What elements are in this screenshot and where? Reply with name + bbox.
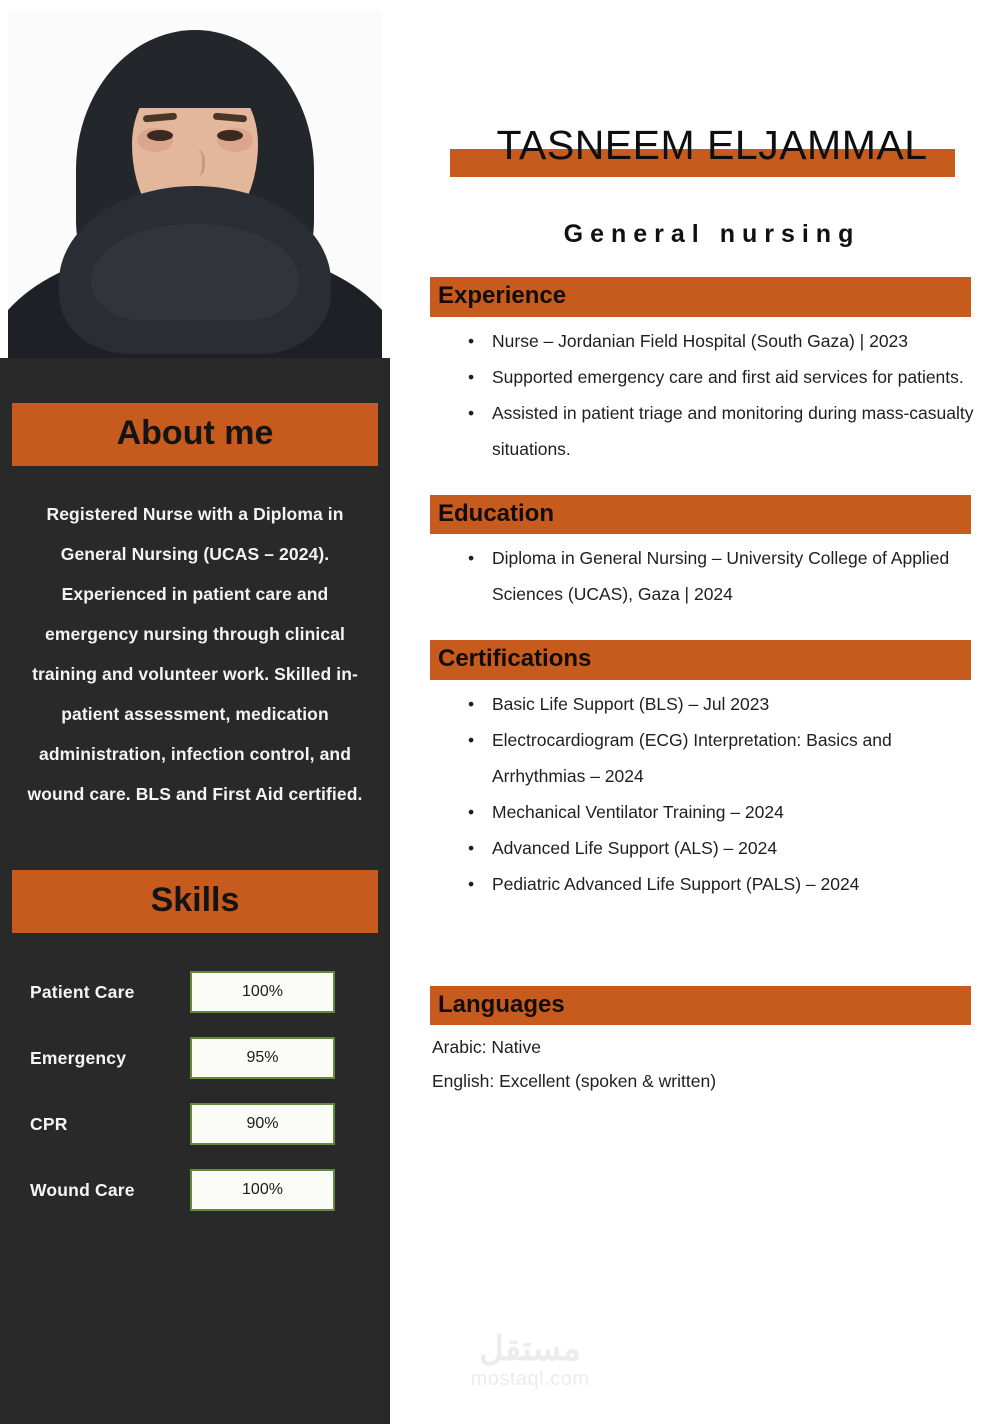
list-item	[468, 540, 994, 612]
list-item: Arabic: Native	[432, 1037, 541, 1058]
bullet-icon: •	[468, 548, 475, 569]
languages-heading-band	[430, 986, 971, 1026]
about-me-heading: About me	[116, 414, 274, 452]
list-item-text: Pediatric Advanced Life Support (PALS) – 2024	[492, 873, 860, 894]
bullet-icon: •	[468, 366, 475, 387]
list-item-text: Advanced Life Support (ALS) – 2024	[492, 837, 778, 858]
main-content	[430, 0, 994, 1424]
profile-photo-image	[8, 10, 382, 358]
certifications-list	[430, 686, 994, 902]
sidebar	[0, 358, 390, 1424]
skill-value: 95%	[246, 1049, 279, 1066]
portrait-eye-left	[147, 130, 173, 141]
bullet-icon: •	[468, 837, 475, 858]
skill-label: Wound Care	[30, 1179, 135, 1200]
experience-list	[430, 323, 994, 467]
skill-label: Emergency	[30, 1047, 127, 1068]
list-item	[468, 722, 994, 794]
languages-list	[430, 1030, 994, 1098]
bullet-icon: •	[468, 801, 475, 822]
skill-bar	[190, 971, 335, 1013]
education-heading: Education	[438, 499, 555, 527]
list-item	[468, 794, 994, 830]
bullet-icon: •	[468, 402, 475, 423]
certifications-heading: Certifications	[438, 645, 592, 673]
education-list	[430, 540, 994, 612]
list-item-text: Electrocardiogram (ECG) Interpretation: Basics and Arrhythmias – 2024	[492, 729, 892, 786]
skill-value: 100%	[242, 983, 283, 1000]
candidate-name: TASNEEM ELJAMMAL	[496, 122, 928, 168]
skill-row	[30, 971, 372, 1013]
skill-value: 100%	[242, 1181, 283, 1198]
about-me-heading-band	[12, 403, 378, 466]
skill-bar	[190, 1037, 335, 1079]
section-certifications	[430, 640, 994, 902]
about-me-text: Registered Nurse with a Diploma in General Nursing (UCAS – 2024). Experienced in patient care and emergency nursing through clinical training and volunteer work. Skilled in-patient assessment, medication administration, infection control, and wound care. BLS and First Aid certified.	[27, 504, 363, 804]
languages-heading: Languages	[438, 990, 565, 1018]
list-item	[468, 686, 994, 722]
list-item-text: Basic Life Support (BLS) – Jul 2023	[492, 693, 770, 714]
portrait-nose	[188, 150, 205, 176]
list-item-text: Supported emergency care and first aid services for patients.	[492, 366, 964, 387]
profile-photo	[0, 0, 390, 358]
candidate-role: General nursing	[563, 220, 861, 248]
list-item-text: Nurse – Jordanian Field Hospital (South Gaza) | 2023	[492, 330, 909, 351]
list-item	[468, 395, 994, 467]
list-item-text: Assisted in patient triage and monitoring during mass-casualty situations.	[492, 402, 974, 459]
bullet-icon: •	[468, 330, 475, 351]
section-languages	[430, 986, 994, 1099]
list-item: English: Excellent (spoken & written)	[432, 1071, 717, 1092]
bullet-icon: •	[468, 873, 475, 894]
list-item-text: Mechanical Ventilator Training – 2024	[492, 801, 784, 822]
skill-label: Patient Care	[30, 981, 135, 1002]
skill-label: CPR	[30, 1113, 68, 1134]
bullet-icon: •	[468, 693, 475, 714]
list-item	[468, 866, 994, 902]
list-item-text: Diploma in General Nursing – University College of Applied Sciences (UCAS), Gaza | 2024	[492, 548, 950, 605]
watermark-latin: mostaql.com	[470, 1368, 590, 1390]
skills-list	[0, 971, 390, 1211]
skills-heading: Skills	[150, 881, 240, 919]
skills-heading-band	[12, 870, 378, 933]
education-heading-band	[430, 495, 971, 535]
list-item	[468, 323, 994, 359]
section-experience	[430, 277, 994, 467]
watermark-arabic: مستقل	[479, 1330, 581, 1368]
list-item	[468, 830, 994, 866]
certifications-heading-band	[430, 640, 971, 680]
skill-bar	[190, 1169, 335, 1211]
skill-value: 90%	[246, 1115, 279, 1132]
skill-row	[30, 1169, 372, 1211]
bullet-icon: •	[468, 729, 475, 750]
section-education	[430, 495, 994, 613]
skill-bar	[190, 1103, 335, 1145]
list-item	[468, 359, 994, 395]
experience-heading: Experience	[438, 282, 567, 309]
experience-heading-band	[430, 277, 971, 317]
skill-row	[30, 1037, 372, 1079]
name-header	[430, 118, 994, 198]
skill-row	[30, 1103, 372, 1145]
portrait-eye-right	[217, 130, 243, 141]
